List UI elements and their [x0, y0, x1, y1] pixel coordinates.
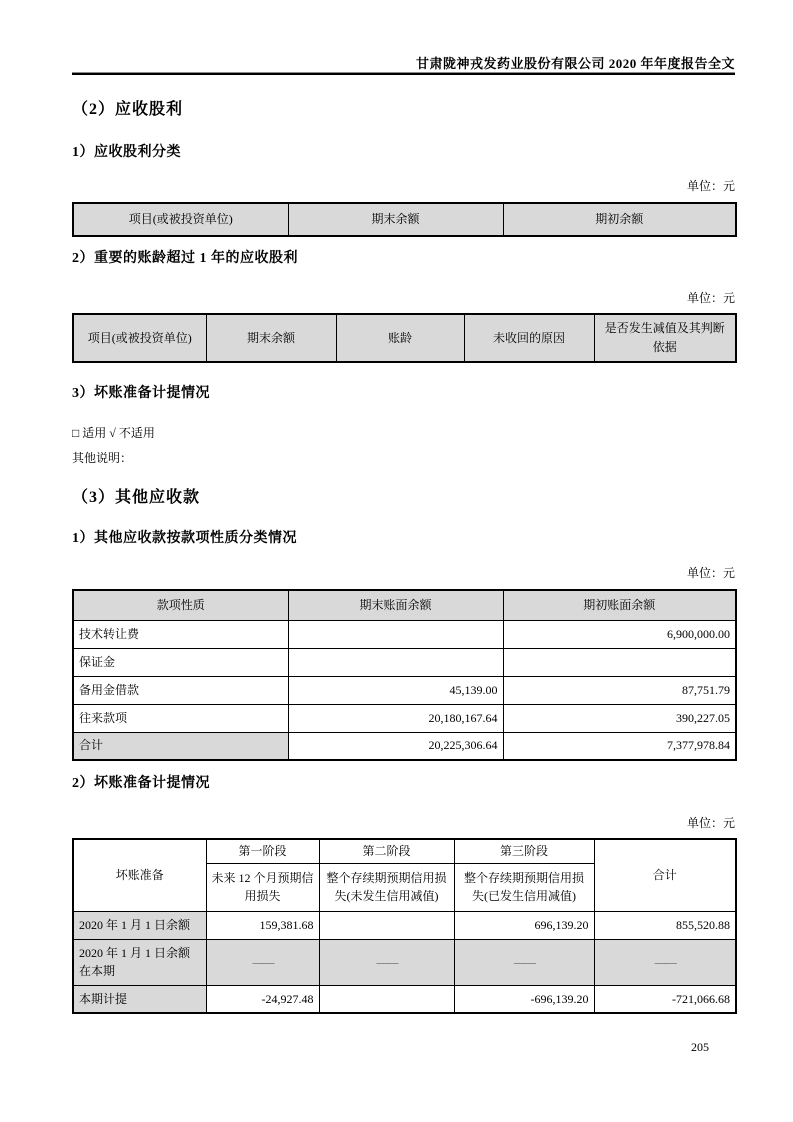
- stage3-cell: 696,139.20: [454, 911, 594, 939]
- stage-subheader: 整个存续期预期信用损失(已发生信用减值): [454, 863, 594, 911]
- begin-balance-cell: [503, 648, 736, 676]
- end-balance-cell: 20,180,167.64: [288, 704, 503, 732]
- table-row: [73, 676, 736, 704]
- applicability-line: □ 适用 √ 不适用: [72, 426, 155, 440]
- total-cell: -721,066.68: [594, 985, 736, 1013]
- column-header: 期初账面余额: [503, 590, 736, 620]
- stage2-cell: [319, 985, 454, 1013]
- row-label: 2020 年 1 月 1 日余额在本期: [73, 939, 206, 985]
- column-header: 款项性质: [73, 590, 288, 620]
- stage1-cell: 159,381.68: [206, 911, 319, 939]
- section-title-receivable-dividends: （2）应收股利: [72, 101, 184, 118]
- end-balance-cell: [288, 648, 503, 676]
- column-header: 期末余额: [206, 314, 336, 362]
- column-header: 期初余额: [503, 203, 736, 236]
- begin-balance-cell: 390,227.05: [503, 704, 736, 732]
- unit-label: 单位：元: [686, 291, 735, 305]
- subsection-title-nature-classification: 1）其他应收款按款项性质分类情况: [72, 531, 297, 546]
- table-other-receivables-by-nature: [72, 589, 737, 761]
- stage-header: 第一阶段: [206, 839, 319, 863]
- unit-label: 单位：元: [686, 816, 735, 830]
- stage-subheader: 整个存续期预期信用损失(未发生信用减值): [319, 863, 454, 911]
- other-note-label: 其他说明：: [72, 451, 133, 465]
- stage-subheader: 未来 12 个月预期信用损失: [206, 863, 319, 911]
- total-cell: ——: [594, 939, 736, 985]
- table-row: [73, 704, 736, 732]
- row-label: 备用金借款: [73, 676, 288, 704]
- stage2-cell: [319, 911, 454, 939]
- table-header-row: [73, 590, 736, 620]
- total-column-header: 合计: [594, 839, 736, 911]
- table-aged-dividends: [72, 313, 737, 363]
- subsection-title-dividend-classification: 1）应收股利分类: [72, 145, 181, 160]
- page-number: 205: [691, 1040, 709, 1054]
- row-label: 本期计提: [73, 985, 206, 1013]
- stage-header: 第二阶段: [319, 839, 454, 863]
- table-row: [73, 648, 736, 676]
- column-header: 项目(或被投资单位): [73, 203, 288, 236]
- end-balance-cell: [288, 620, 503, 648]
- unit-label: 单位：元: [686, 566, 735, 580]
- row-label: 保证金: [73, 648, 288, 676]
- table-row: [73, 939, 736, 985]
- table-header-row-stages: [73, 839, 736, 863]
- column-header: 是否发生减值及其判断依据: [594, 314, 736, 362]
- begin-balance-cell: 6,900,000.00: [503, 620, 736, 648]
- table-row: [73, 620, 736, 648]
- stage3-cell: -696,139.20: [454, 985, 594, 1013]
- begin-balance-cell: 87,751.79: [503, 676, 736, 704]
- stage2-cell: ——: [319, 939, 454, 985]
- total-cell: 855,520.88: [594, 911, 736, 939]
- column-header: 期末账面余额: [288, 590, 503, 620]
- column-header: 账龄: [336, 314, 464, 362]
- stage1-cell: -24,927.48: [206, 985, 319, 1013]
- column-header: 未收回的原因: [464, 314, 594, 362]
- subsection-title-aged-dividends: 2）重要的账龄超过 1 年的应收股利: [72, 251, 298, 266]
- table-total-row: [73, 732, 736, 760]
- table-header-row: [73, 314, 736, 362]
- document-header-title: 甘肃陇神戎发药业股份有限公司 2020 年年度报告全文: [415, 56, 735, 71]
- table-row: [73, 911, 736, 939]
- unit-label: 单位：元: [686, 179, 735, 193]
- table-bad-debt-provision-stages: [72, 838, 737, 1014]
- row-label: 往来款项: [73, 704, 288, 732]
- column-header: 期末余额: [288, 203, 503, 236]
- begin-balance-total-cell: 7,377,978.84: [503, 732, 736, 760]
- row-label: 技术转让费: [73, 620, 288, 648]
- stage1-cell: ——: [206, 939, 319, 985]
- section-title-other-receivables: （3）其他应收款: [72, 489, 201, 506]
- corner-header: 坏账准备: [73, 839, 206, 911]
- subsection-title-bad-debt-provision-1: 3）坏账准备计提情况: [72, 386, 210, 401]
- table-row: [73, 985, 736, 1013]
- stage3-cell: ——: [454, 939, 594, 985]
- end-balance-total-cell: 20,225,306.64: [288, 732, 503, 760]
- header-divider: [72, 72, 735, 75]
- table-header-row: [73, 203, 736, 236]
- column-header: 项目(或被投资单位): [73, 314, 206, 362]
- total-row-label: 合计: [73, 732, 288, 760]
- end-balance-cell: 45,139.00: [288, 676, 503, 704]
- stage-header: 第三阶段: [454, 839, 594, 863]
- row-label: 2020 年 1 月 1 日余额: [73, 911, 206, 939]
- table-dividend-classification: [72, 202, 737, 237]
- subsection-title-bad-debt-provision-2: 2）坏账准备计提情况: [72, 776, 210, 791]
